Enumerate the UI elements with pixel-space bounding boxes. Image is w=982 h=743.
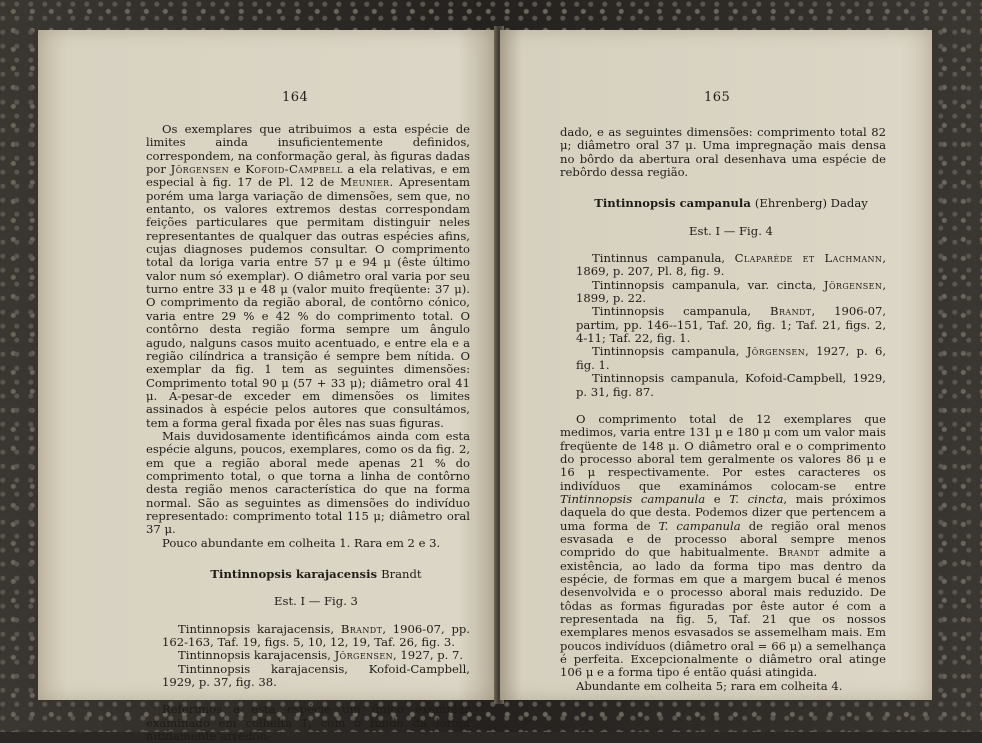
paragraph: O comprimento total de 12 exemplares que medimos, varia entre 131 μ e 180 μ com um valor mais freqüente de 148 μ. O diâmetro oral e o comprimento do processo aboral tem geralmente os valores 86 μ e 16 μ respectivamente. Por estes caracteres os indivíduos que examinámos colocam-se entre Tintinnopsis campanula e T. cincta, mais próximos daquela do que desta. Podemos dizer que pertencem a uma forma de T. campanula de região oral menos esvasada e de processo aboral sempre menos comprido do que habitualmente. Brandt admite a existência, ao lado da forma tipo mas dentro da espécie, de formas em que a margem bucal é menos desenvolvida e o processo aboral mais reduzido. De tôdas as formas figuradas por êste autor é com a representada na fig. 5, Taf. 21 que os nossos exemplares menos esvasados se assemelham mais. Em poucos indivíduos (diâmetro oral = 66 μ) a semelhança é perfeita. Excepcionalmente o diâmetro oral atinge 106 μ e a forma tipo é então quási atingida. xyxy=(560,411,887,680)
citation: Tintinnopsis karajacensis, Brandt, 1906-07, pp. 162-163, Taf. 19, figs. 5, 10, 12, 19, Taf. 26, fig. 3. xyxy=(162,621,470,650)
right-page xyxy=(500,30,932,700)
citation: Tintinnopsis karajacensis, Kofoid-Campbell, 1929, p. 37, fig. 38. xyxy=(162,661,470,690)
left-page-body xyxy=(146,123,470,743)
paragraph: Referimos a esta espécie um único exemplar examinado em colheita 1, com o fundo da loriga nitidamente arredon- xyxy=(146,702,470,743)
paragraph: Mais duvidosamente identificámos ainda com esta espécie alguns, poucos, exemplares, como os da fig. 2, em que a região aboral mede apenas 21 % do comprimento total, o que torna a linha de contôrno desta região menos característica do que na forma normal. São as seguintes as dimensões do indivíduo representado: comprimento total 115 μ; diâmetro oral 37 μ. xyxy=(146,428,470,537)
paragraph: dado, e as seguintes dimensões: comprimento total 82 μ; diâmetro oral 37 μ. Uma impregnação mais densa no bôrdo da abertura oral desenhava uma espécie de rebôrdo dessa região. xyxy=(560,125,886,180)
species-heading: Tintinnopsis campanula (Ehrenberg) Daday xyxy=(594,196,868,211)
paragraph: Os exemplares que atribuimos a esta espécie de limites ainda insuficientemente definidos, correspondem, na conformação geral, às figuras dadas por Jörgensen e Kofoid-Campbell a ela relativas, e em especial à fig. 17 de Pl. 12 de Meunier. Apresentam porém uma larga variação de dimensões, sem que, no entanto, os valores extremos destas correspondam feições particulares que permitam distinguir neles representantes de qualquer das outras espécies afins, cujas diagnoses pudemos consultar. O comprimento total da loriga varia entre 57 μ e 94 μ (êste último valor num só exemplar). O diâmetro oral varia por seu turno entre 33 μ e 48 μ (valor muito freqüente: 37 μ). O comprimento da região aboral, de contôrno cónico, varia entre 29 % e 42 % do comprimento total. O contôrno desta região forma sempre um ângulo agudo, nalguns casos muito acentuado, e entre ela e a região cilíndrica a transição é sempre bem nítida. O exemplar da fig. 1 tem as seguintes dimensões: Comprimento total 90 μ (57 + 33 μ); diâmetro oral 41 μ. A-pesar-de exceder em dimensões os limites assinados à espécie pelos autores que consultámos, tem a forma geral fixada por êles nas suas figuras. xyxy=(146,122,470,430)
paragraph: Abundante em colheita 5; rara em colheita 4. xyxy=(576,678,843,693)
citation: Tintinnopsis karajacensis, Jörgensen, 1927, p. 7. xyxy=(178,648,464,663)
plate-reference: Est. I — Fig. 3 xyxy=(274,594,358,609)
citation: Tintinnus campanula, Claparède et Lachmann, 1869, p. 207, Pl. 8, fig. 9. xyxy=(576,251,886,279)
page-number: 164 xyxy=(282,90,309,105)
species-heading: Tintinnopsis karajacensis Brandt xyxy=(210,567,422,581)
paragraph: Pouco abundante em colheita 1. Rara em 2 e 3. xyxy=(162,535,441,550)
left-page xyxy=(38,30,496,743)
citation: Tintinnopsis campanula, Jörgensen, 1927, p. 6, fig. 1. xyxy=(576,344,887,372)
plate-reference: Est. I — Fig. 4 xyxy=(689,223,773,238)
citation: Tintinnopsis campanula, Kofoid-Campbell, 1929, p. 31, fig. 87. xyxy=(576,371,886,399)
citation: Tintinnopsis campanula, var. cincta, Jörgensen, 1899, p. 22. xyxy=(576,277,886,306)
citation: Tintinnopsis campanula, Brandt, 1906-07, partim, pp. 146--151, Taf. 20, fig. 1; Taf. 21, figs. 2, 4-11; Taf. 22, fig. 1. xyxy=(576,304,887,346)
right-page-body xyxy=(560,126,886,693)
page-number: 165 xyxy=(704,90,731,105)
